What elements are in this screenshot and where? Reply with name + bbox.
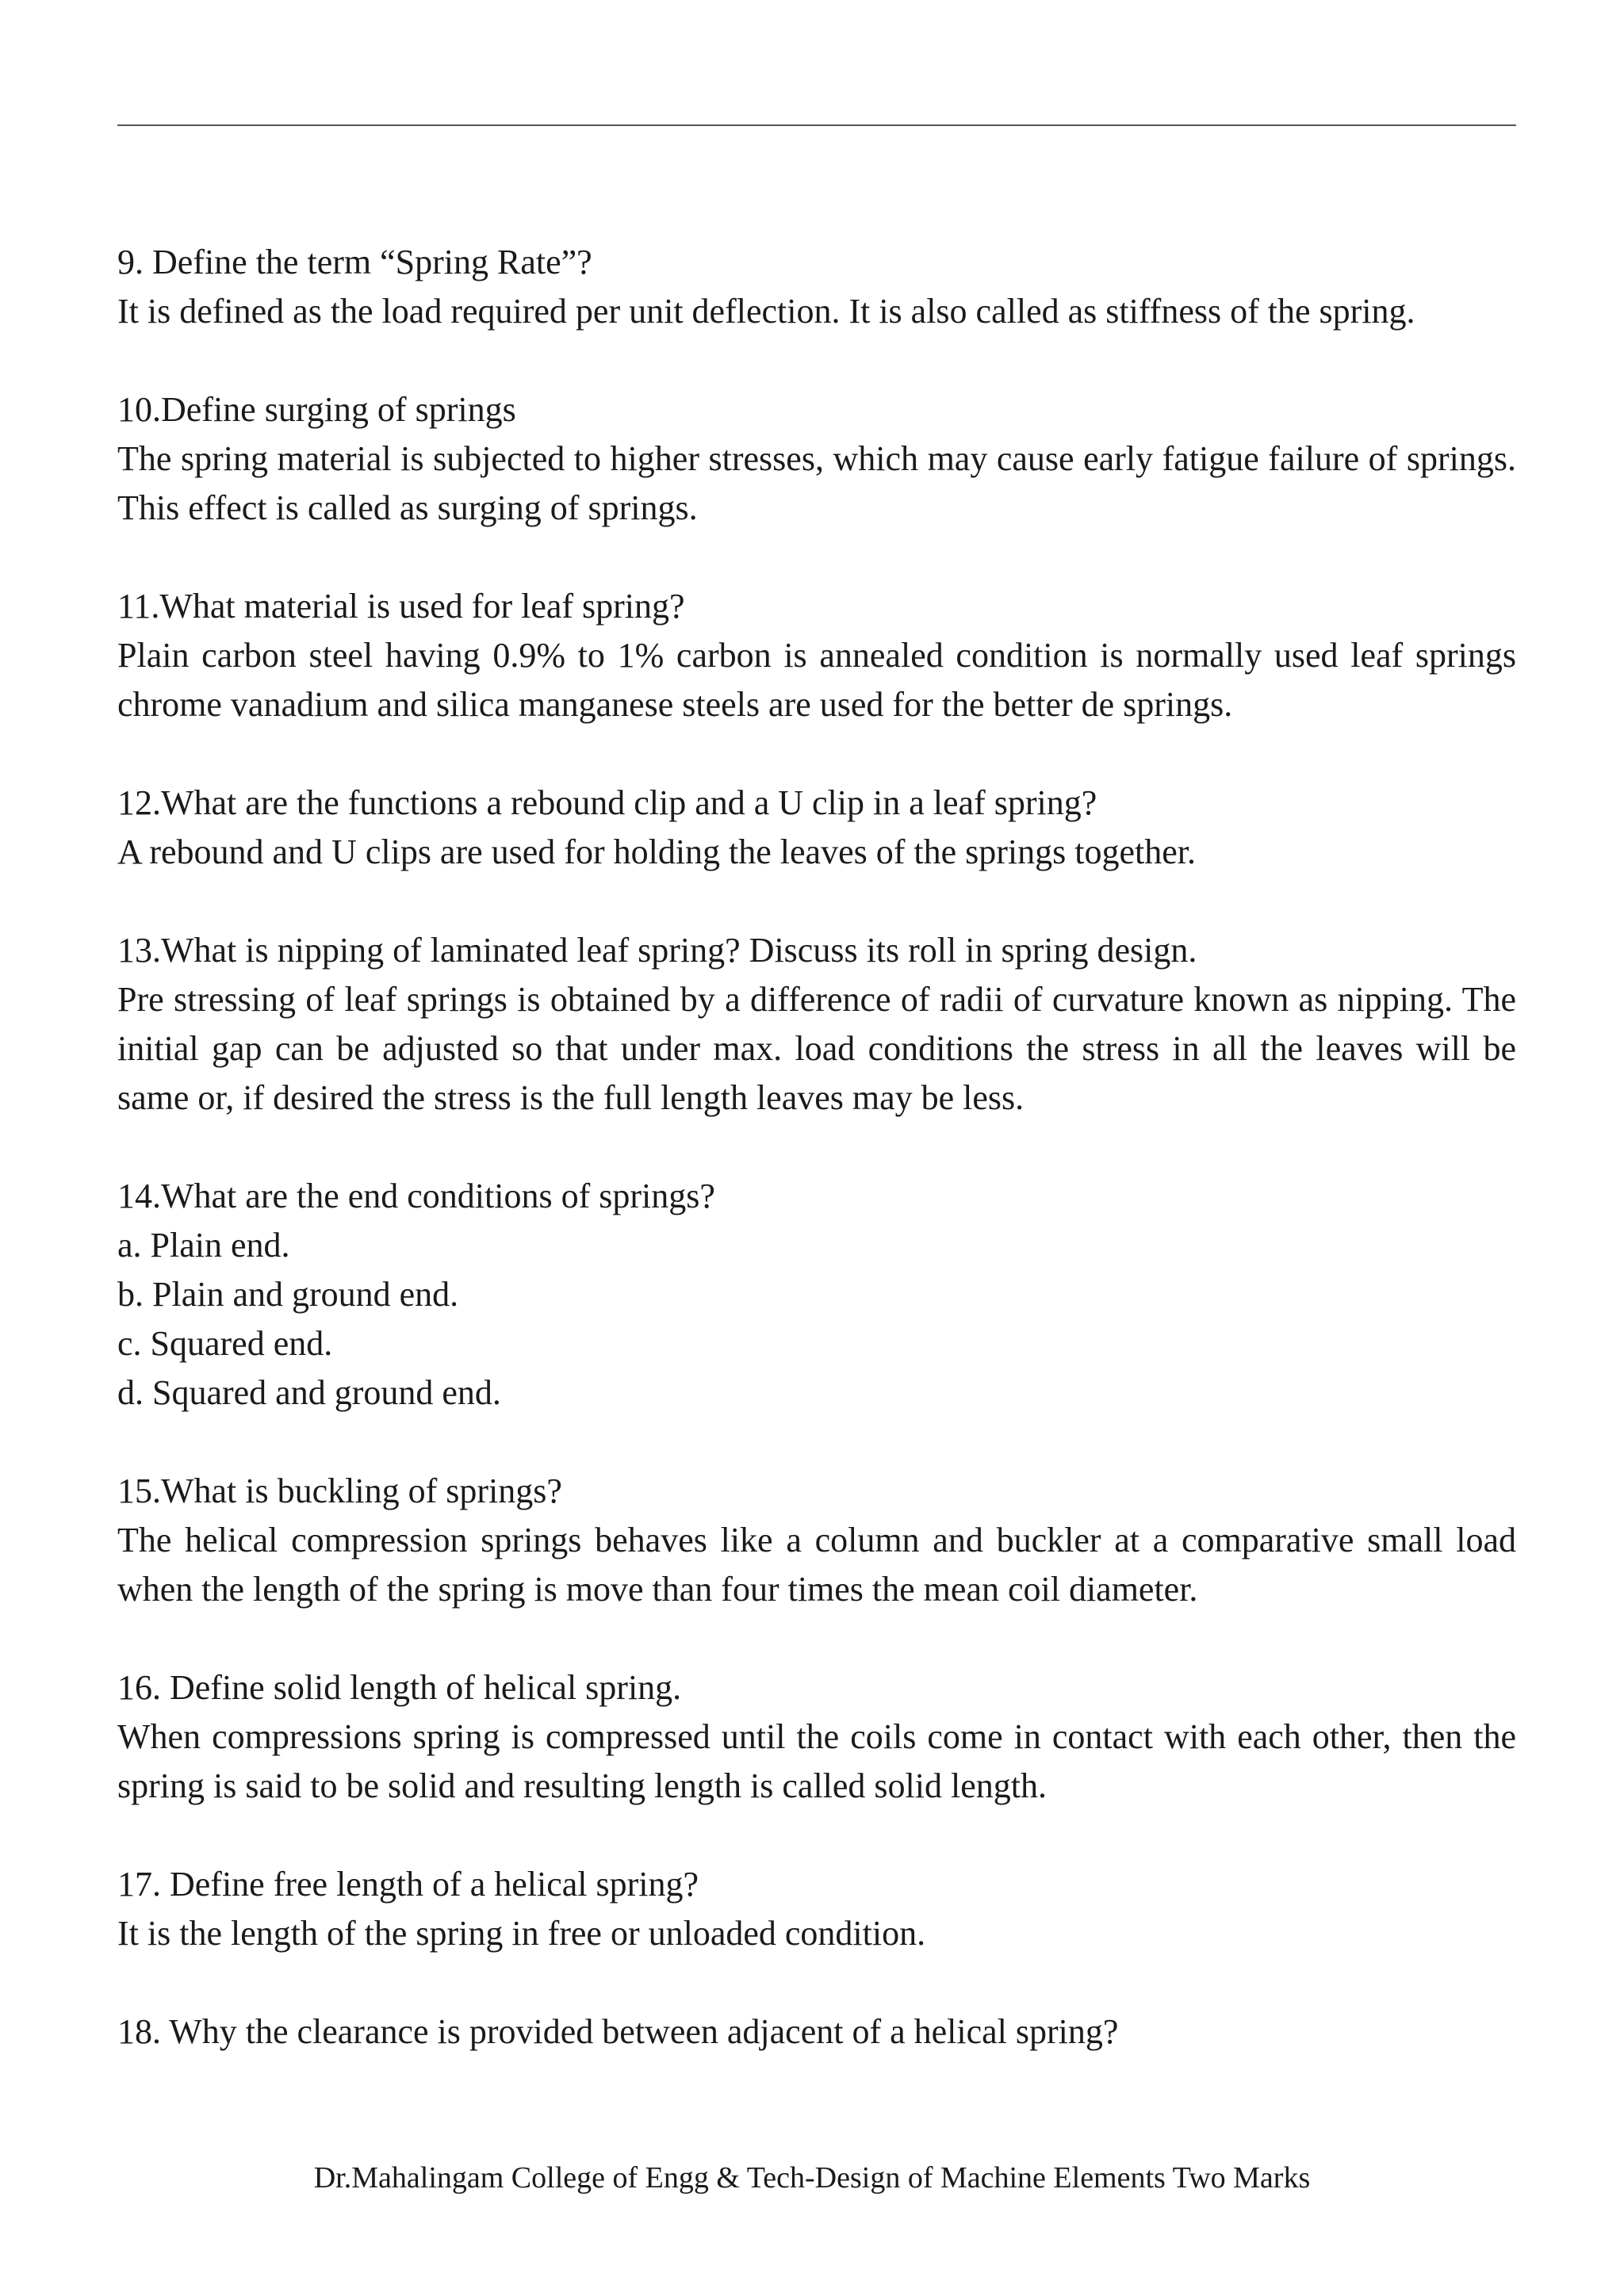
qa-item-18 [117, 2007, 1516, 2057]
answer-12: A rebound and U clips are used for holding the leaves of the springs together. [117, 832, 1197, 871]
qa-item-14 [117, 1172, 1516, 1418]
qa-item-17 [117, 1860, 1516, 1958]
list-item: a. Plain end. [117, 1226, 290, 1265]
question-16: 16. Define solid length of helical spring. [117, 1668, 682, 1707]
qa-item-12 [117, 779, 1516, 877]
qa-item-16 [117, 1663, 1516, 1811]
qa-item-11 [117, 582, 1516, 729]
list-item: c. Squared end. [117, 1324, 333, 1363]
question-12: 12.What are the functions a rebound clip and a U clip in a leaf spring? [117, 783, 1097, 822]
qa-item-15 [117, 1467, 1516, 1614]
answer-16: When compressions spring is compressed until the coils come in contact with each other, then the spring is said to be solid and resulting length is called solid length. [117, 1717, 1516, 1805]
list-item: d. Squared and ground end. [117, 1373, 501, 1412]
answer-15: The helical compression springs behaves like a column and buckler at a comparative small load when the length of the spring is move than four times the mean coil diameter. [117, 1521, 1516, 1609]
qa-item-10 [117, 385, 1516, 533]
page-footer: Dr.Mahalingam College of Engg & Tech-Design of Machine Elements Two Marks [313, 2161, 1311, 2195]
question-18: 18. Why the clearance is provided between adjacent of a helical spring? [117, 2012, 1119, 2051]
question-11: 11.What material is used for leaf spring? [117, 587, 685, 626]
question-13: 13.What is nipping of laminated leaf spring? Discuss its roll in spring design. [117, 931, 1197, 970]
answer-11: Plain carbon steel having 0.9% to 1% carbon is annealed condition is normally used leaf springs chrome vanadium and silica manganese steels are used for the better de springs. [117, 636, 1516, 724]
answer-10: The spring material is subjected to higher stresses, which may cause early fatigue failure of springs. This effect is called as surging of springs. [117, 439, 1516, 527]
question-15: 15.What is buckling of springs? [117, 1471, 562, 1510]
question-17: 17. Define free length of a helical spring? [117, 1865, 699, 1904]
question-9: 9. Define the term “Spring Rate”? [117, 243, 592, 281]
answer-13: Pre stressing of leaf springs is obtained by a difference of radii of curvature known as nipping. The initial gap can be adjusted so that under max. load conditions the stress in all the leaves will be same or, if desired the stress is the full length leaves may be less. [117, 980, 1516, 1117]
header-rule [117, 124, 1516, 126]
qa-item-13 [117, 926, 1516, 1123]
qa-item-9 [117, 238, 1516, 336]
question-10: 10.Define surging of springs [117, 390, 516, 429]
answer-17: It is the length of the spring in free or unloaded condition. [117, 1914, 926, 1953]
question-14: 14.What are the end conditions of springs? [117, 1177, 715, 1215]
answer-9: It is defined as the load required per unit deflection. It is also called as stiffness of the spring. [117, 292, 1415, 331]
page-content [117, 238, 1516, 2106]
list-item: b. Plain and ground end. [117, 1275, 459, 1314]
